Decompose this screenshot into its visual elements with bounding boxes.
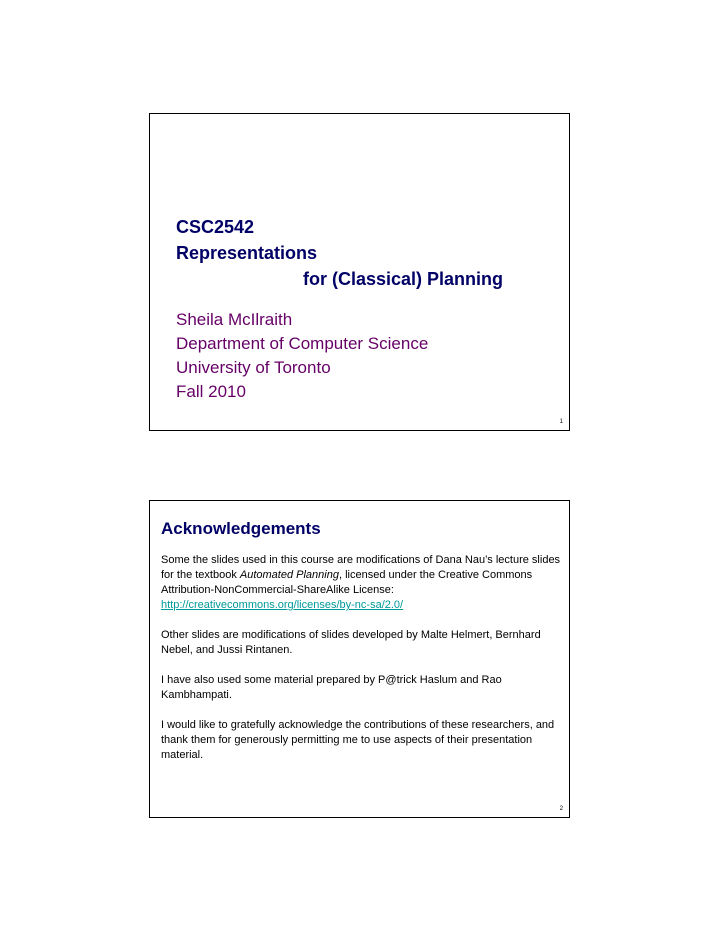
- author-name: Sheila McIlraith: [176, 310, 293, 329]
- slide-number: 1: [559, 419, 563, 425]
- paragraph-1: [161, 553, 561, 613]
- slide-heading: Acknowledgements: [161, 519, 321, 538]
- slide-body: [161, 553, 561, 778]
- slide-title: [176, 214, 503, 292]
- slide-2: [149, 500, 570, 818]
- title-line-3: for (Classical) Planning: [303, 269, 504, 289]
- paragraph-1-text-end: , licensed under the Creative Commons Attribution-NonCommercial-ShareAlike License:: [161, 569, 533, 596]
- term: Fall 2010: [176, 382, 246, 401]
- paragraph-4: I would like to gratefully acknowledge the contributions of these researchers, and thank them for generously permitting me to use aspects of their presentation material.: [161, 719, 555, 761]
- paragraph-2: Other slides are modifications of slides developed by Malte Helmert, Bernhard Nebel, and Jussi Rintanen.: [161, 629, 541, 656]
- title-line-2: Representations: [176, 243, 318, 263]
- book-title: Automated Planning: [239, 569, 339, 581]
- license-link[interactable]: http://creativecommons.org/licenses/by-nc-sa/2.0/: [161, 599, 404, 611]
- paragraph-1-text: Some the slides used in this course are modifications of Dana Nau’s lecture slides for the textbook: [161, 554, 561, 581]
- author-block: [176, 308, 428, 404]
- slide-number: 2: [559, 806, 563, 812]
- university: University of Toronto: [176, 358, 331, 377]
- course-code: CSC2542: [176, 217, 255, 237]
- department: Department of Computer Science: [176, 334, 429, 353]
- slide-1: [149, 113, 570, 431]
- paragraph-3: I have also used some material prepared by P@trick Haslum and Rao Kambhampati.: [161, 674, 502, 701]
